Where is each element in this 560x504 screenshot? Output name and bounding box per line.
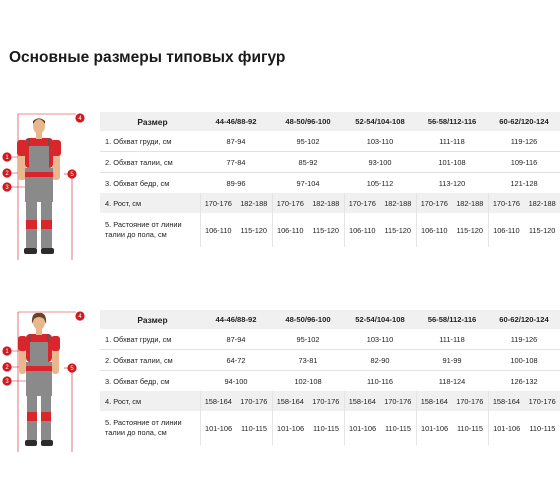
row-label: 3. Обхват бедр, см	[100, 371, 200, 392]
size-col-header: 52-54/104-108	[344, 112, 416, 131]
pair-value: 170-176	[492, 198, 520, 208]
table-cell: 118-124	[416, 371, 488, 392]
pair-value: 170-176	[348, 198, 376, 208]
marker-5	[67, 363, 76, 372]
pair-value: 101-106	[348, 423, 377, 433]
table-row-chest	[100, 329, 560, 350]
table-cell: 109-116	[488, 152, 560, 173]
table-cell: 73-81	[272, 350, 344, 371]
pair-value: 170-176	[204, 198, 232, 208]
svg-text:5: 5	[70, 366, 74, 373]
pair-value: 158-164	[348, 396, 376, 406]
pair-value: 170-176	[528, 396, 556, 406]
size-col-header: 48-50/96-100	[272, 310, 344, 329]
size-col-header: 52-54/104-108	[344, 310, 416, 329]
header-label: Размер	[100, 112, 200, 131]
table-cell: 113-120	[416, 173, 488, 194]
table-cell-pair	[344, 411, 416, 445]
table-row-hips	[100, 173, 560, 194]
svg-text:3: 3	[5, 185, 9, 192]
table-cell-pair	[272, 411, 344, 445]
pair-value: 115-120	[528, 225, 556, 235]
table-cell: 121-128	[488, 173, 560, 194]
marker-4	[75, 311, 84, 320]
female-figure-illustration	[0, 310, 95, 460]
svg-text:1: 1	[5, 349, 9, 356]
table-row-chest	[100, 131, 560, 152]
table-cell-pair	[416, 391, 488, 411]
svg-text:3: 3	[5, 379, 9, 386]
table-cell: 77-84	[200, 152, 272, 173]
svg-text:2: 2	[5, 365, 9, 372]
table-cell-pair	[416, 213, 488, 247]
size-col-header: 44-46/88-92	[200, 310, 272, 329]
table-cell: 89-96	[200, 173, 272, 194]
row-label: 1. Обхват груди, см	[105, 136, 172, 146]
pair-value: 110-115	[457, 423, 484, 433]
row-label: 1. Обхват груди, см	[105, 334, 172, 344]
pair-value: 182-188	[384, 198, 412, 208]
table-cell: 126-132	[488, 371, 560, 392]
pair-value: 158-164	[492, 396, 520, 406]
table-cell: 119-126	[510, 334, 538, 344]
table-cell: 94-100	[200, 371, 272, 392]
table-cell: 119-126	[510, 136, 538, 146]
pair-value: 182-188	[456, 198, 484, 208]
table-cell-pair	[272, 193, 344, 213]
table-row-waist	[100, 152, 560, 173]
size-col-header: 56-58/112-116	[416, 310, 488, 329]
pair-value: 101-106	[204, 423, 233, 433]
table-cell: 103-110	[366, 334, 394, 344]
table-cell: 82-90	[344, 350, 416, 371]
marker-1	[2, 152, 11, 161]
table-cell-pair	[200, 213, 272, 247]
marker-5	[67, 169, 76, 178]
table-row-height	[100, 391, 560, 411]
svg-text:1: 1	[5, 155, 9, 162]
size-col-header: 48-50/96-100	[272, 112, 344, 131]
marker-1	[2, 346, 11, 355]
svg-text:5: 5	[70, 172, 74, 179]
pair-value: 115-120	[240, 225, 268, 235]
size-table-female	[100, 310, 560, 445]
table-cell-pair	[272, 213, 344, 247]
svg-text:4: 4	[78, 314, 82, 321]
male-figure-illustration	[0, 112, 95, 262]
table-header-row	[100, 112, 560, 131]
table-row-waist	[100, 350, 560, 371]
pair-value: 170-176	[384, 396, 412, 406]
row-label: 4. Рост, см	[100, 193, 200, 213]
table-cell: 87-94	[226, 334, 246, 344]
table-row-height	[100, 193, 560, 213]
table-cell: 102-108	[272, 371, 344, 392]
table-row-waist-to-floor	[100, 411, 560, 445]
page-title: Основные размеры типовых фигур	[9, 49, 286, 66]
pair-value: 182-188	[240, 198, 268, 208]
table-cell: 95-102	[296, 136, 320, 146]
table-header-row	[100, 310, 560, 329]
header-label: Размер	[100, 310, 200, 329]
table-cell-pair	[488, 391, 560, 411]
table-cell-pair	[416, 193, 488, 213]
row-label: 5. Растояние от линии талии до пола, см	[105, 220, 182, 239]
table-cell: 85-92	[272, 152, 344, 173]
marker-3	[2, 182, 11, 191]
pair-value: 170-176	[420, 198, 448, 208]
pair-value: 182-188	[312, 198, 340, 208]
marker-2	[2, 362, 11, 371]
pair-value: 158-164	[276, 396, 304, 406]
pair-value: 182-188	[528, 198, 556, 208]
marker-2	[2, 168, 11, 177]
table-cell: 111-118	[439, 136, 465, 146]
table-cell: 97-104	[272, 173, 344, 194]
row-label: 2. Обхват талии, см	[100, 152, 200, 173]
pair-value: 101-106	[493, 423, 521, 433]
pair-value: 158-164	[420, 396, 448, 406]
size-col-header: 56-58/112-116	[416, 112, 488, 131]
size-col-header: 60-62/120-124	[488, 310, 560, 329]
row-label: 4. Рост, см	[100, 391, 200, 411]
pair-value: 115-120	[456, 225, 484, 235]
table-cell: 101-108	[416, 152, 488, 173]
pair-value: 106-110	[276, 225, 304, 235]
table-cell: 111-118	[439, 334, 465, 344]
table-cell-pair	[344, 391, 416, 411]
table-row-waist-to-floor	[100, 213, 560, 247]
marker-4	[75, 113, 84, 122]
pair-value: 106-110	[204, 225, 232, 235]
table-row-hips	[100, 371, 560, 392]
pair-value: 106-110	[348, 225, 376, 235]
pair-value: 170-176	[240, 396, 268, 406]
pair-value: 158-164	[204, 396, 232, 406]
marker-3	[2, 376, 11, 385]
table-cell-pair	[416, 411, 488, 445]
pair-value: 115-120	[384, 225, 412, 235]
row-label: 3. Обхват бедр, см	[100, 173, 200, 194]
pair-value: 170-176	[276, 198, 304, 208]
table-cell-pair	[488, 213, 560, 247]
size-col-header: 44-46/88-92	[200, 112, 272, 131]
table-cell-pair	[200, 193, 272, 213]
table-cell-pair	[344, 213, 416, 247]
table-cell: 100-108	[488, 350, 560, 371]
row-label: 5. Растояние от линии талии до пола, см	[105, 418, 182, 437]
pair-value: 110-115	[313, 423, 340, 433]
table-cell: 91-99	[416, 350, 488, 371]
pair-value: 106-110	[493, 225, 520, 235]
table-cell: 95-102	[296, 334, 320, 344]
row-label: 2. Обхват талии, см	[100, 350, 200, 371]
svg-text:4: 4	[78, 116, 82, 123]
pair-value: 110-115	[385, 423, 412, 433]
pair-value: 101-106	[276, 423, 305, 433]
pair-value: 170-176	[312, 396, 340, 406]
table-cell-pair	[488, 411, 560, 445]
pair-value: 106-110	[420, 225, 448, 235]
table-cell-pair	[200, 391, 272, 411]
table-cell: 103-110	[366, 136, 394, 146]
table-cell: 87-94	[226, 136, 246, 146]
svg-text:2: 2	[5, 171, 9, 178]
pair-value: 170-176	[456, 396, 484, 406]
table-cell-pair	[272, 391, 344, 411]
size-table-male	[100, 112, 560, 247]
pair-value: 110-115	[241, 423, 268, 433]
table-cell-pair	[200, 411, 272, 445]
size-col-header: 60-62/120-124	[488, 112, 560, 131]
table-cell-pair	[488, 193, 560, 213]
table-cell: 105-112	[344, 173, 416, 194]
pair-value: 110-115	[529, 423, 556, 433]
table-cell-pair	[344, 193, 416, 213]
table-cell: 93-100	[344, 152, 416, 173]
table-cell: 64-72	[200, 350, 272, 371]
table-cell: 110-116	[344, 371, 416, 392]
pair-value: 115-120	[312, 225, 340, 235]
pair-value: 101-106	[420, 423, 449, 433]
